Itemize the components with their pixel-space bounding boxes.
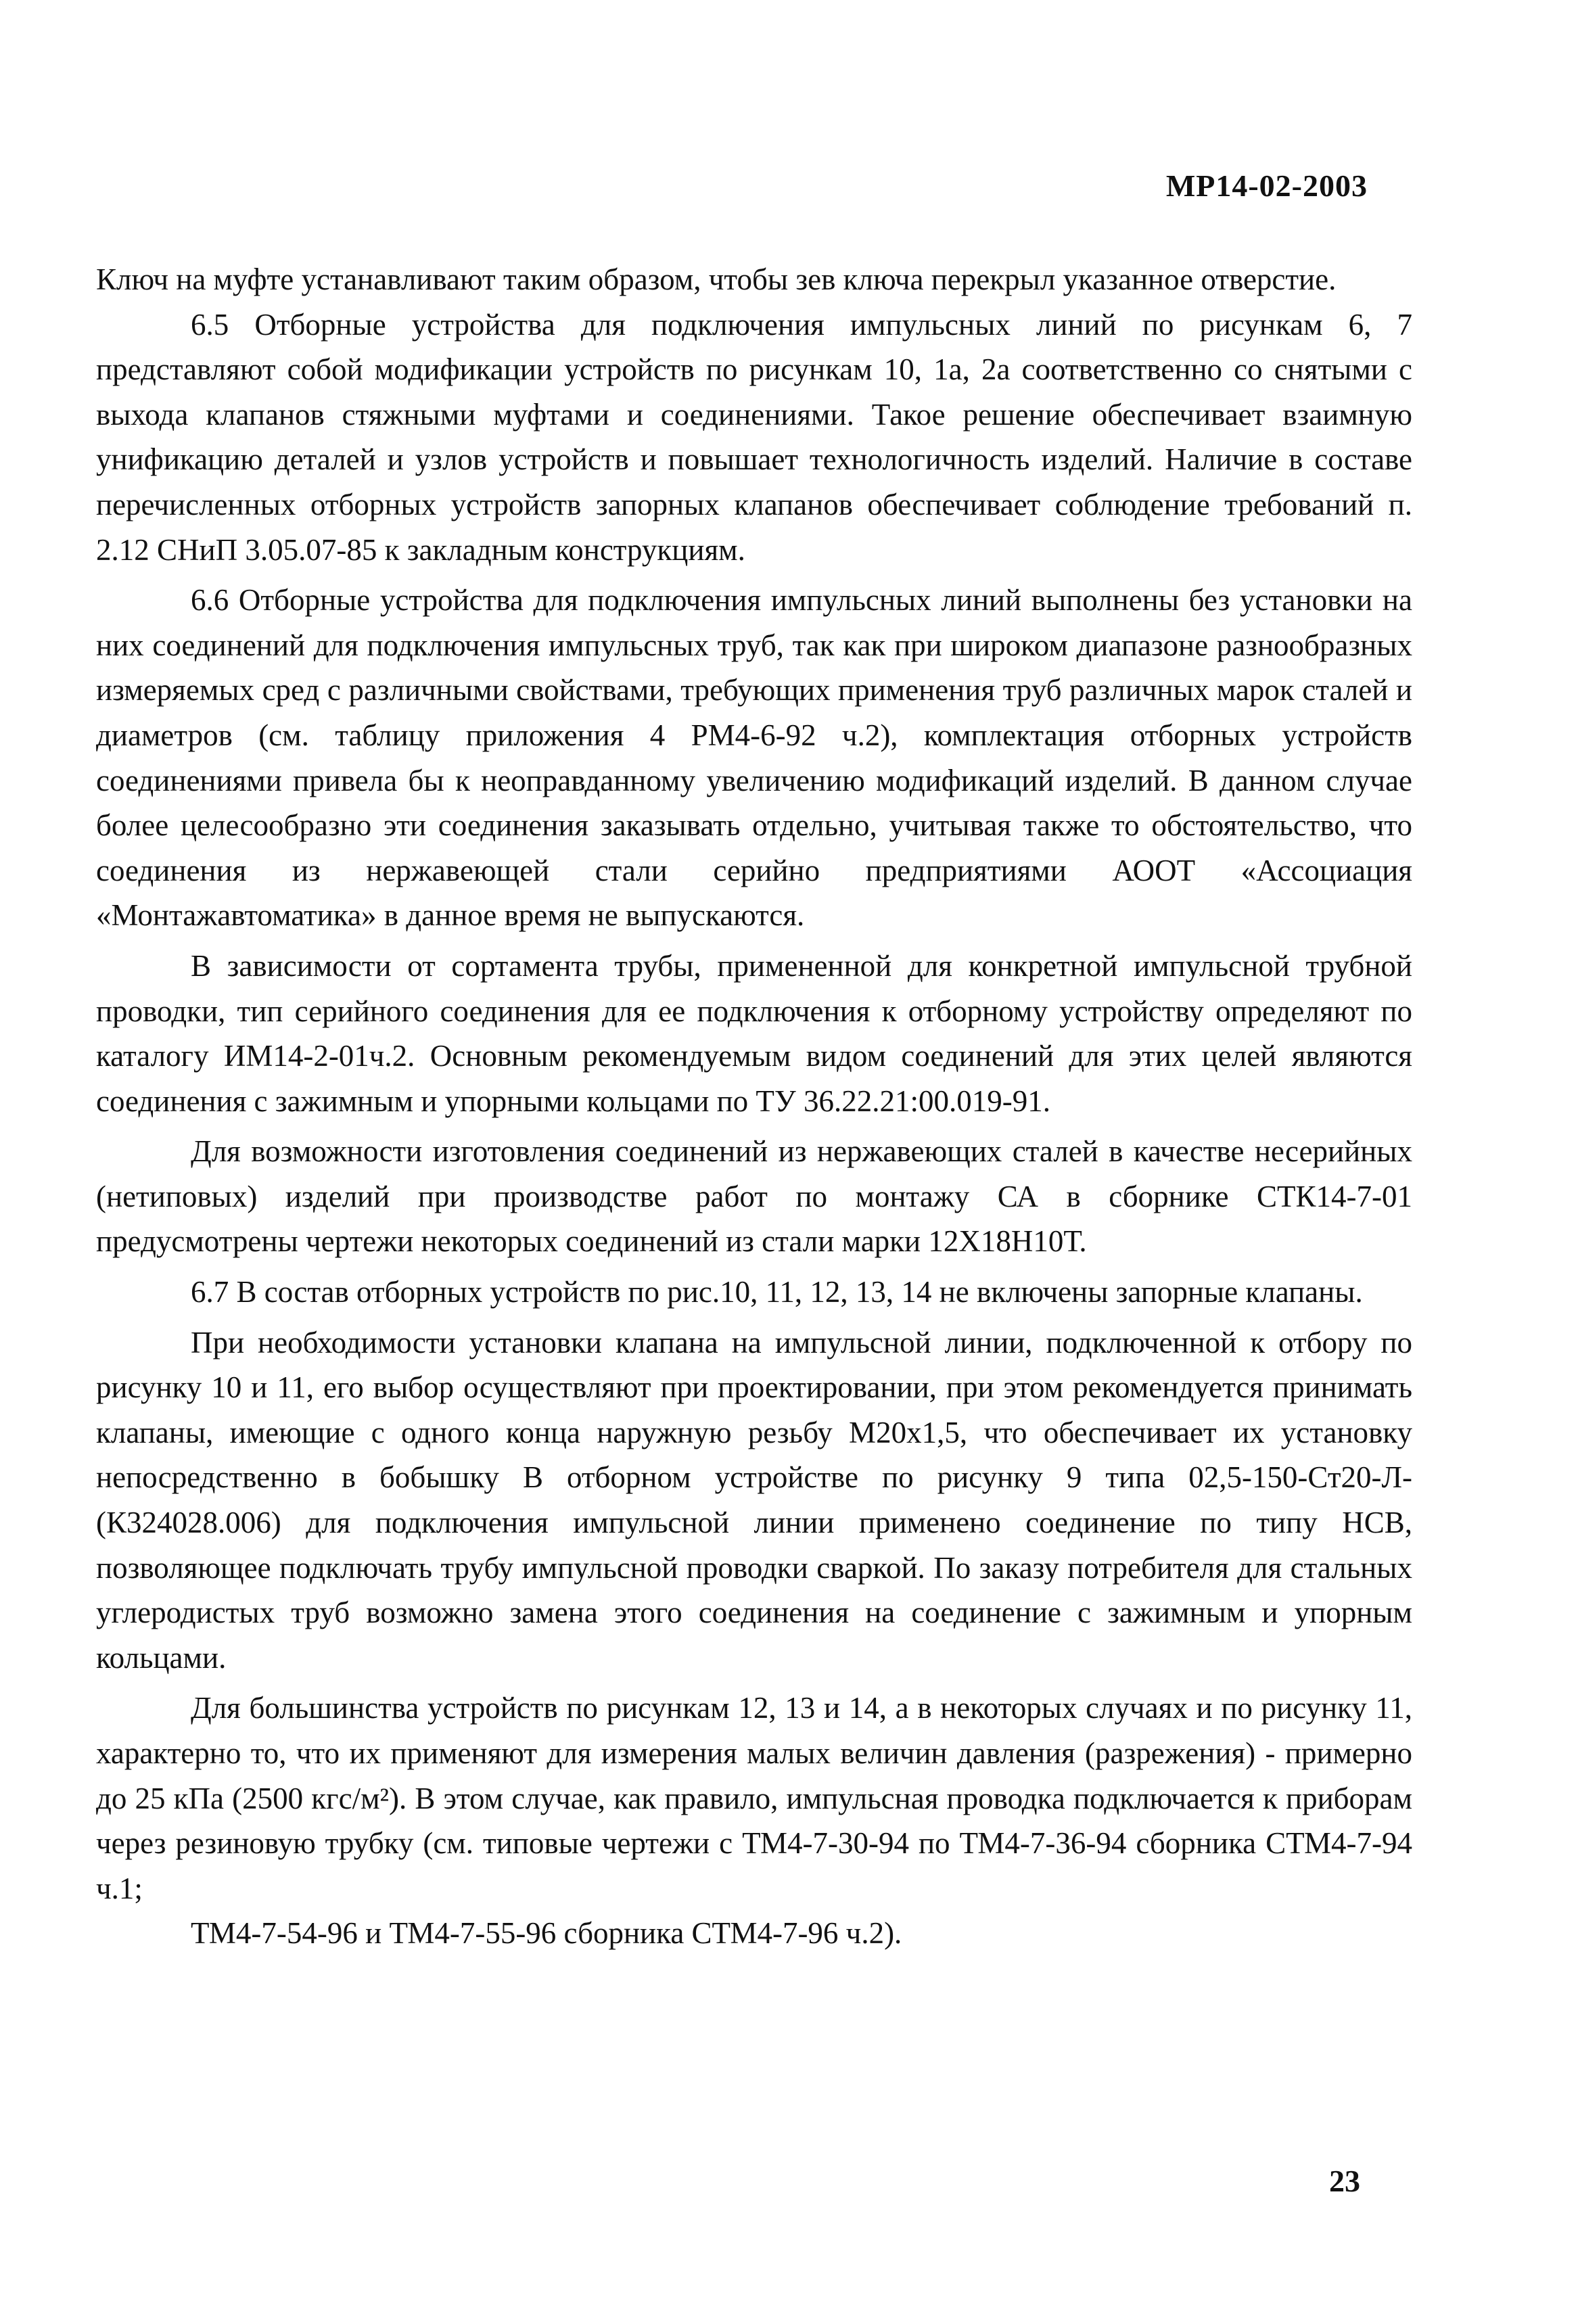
paragraph-low-pressure: Для большинства устройств по рисункам 12, 13 и 14, а в некоторых случаях и по рисунку 11, характерно то, что их применяют для измерения малых величин давления (разрежения) - примерно до 25 кПа (2500 кгс/м²). В этом случае, как правило, импульсная проводка подключается к приборам через резиновую трубку (см. типовые чертежи с ТМ4-7-30-94 по ТМ4-7-36-94 сборника СТМ4-7-94 ч.1;	[96, 1691, 1412, 1905]
paragraph-key-note: Ключ на муфте устанавливают таким образом, чтобы зев ключа перекрыл указанное отверстие.	[96, 262, 1337, 296]
paragraph-stainless-connections: Для возможности изготовления соединений из нержавеющих сталей в качестве несерийных (нетиповых) изделий при производстве работ по монтажу СА в сборнике СТК14-7-01 предусмотрены чертежи некоторых соединений из стали марки 12Х18Н10Т.	[96, 1134, 1412, 1259]
paragraph-connection-type: В зависимости от сортамента трубы, примененной для конкретной импульсной трубной проводки, тип серийного соединения для ее подключения к отборному устройству определяют по каталогу ИМ14-2-01ч.2. Основным рекомендуемым видом соединений для этих целей являются соединения с зажимным и упорными кольцами по ТУ 36.22.21:00.019-91.	[96, 948, 1412, 1118]
document-code: МР14-02-2003	[1165, 168, 1368, 203]
paragraph-6-6: 6.6 Отборные устройства для подключения импульсных линий выполнены без установки на них соединений для подключения импульсных труб, так как при широком диапазоне разнообразных измеряемых сред с различными свойствами, требующих применения труб различных марок сталей и диаметров (см. таблицу приложения 4 РМ4-6-92 ч.2), комплектация отборных устройств соединениями привела бы к неоправданному увеличению модификаций изделий. В данном случае более целесообразно эти соединения заказывать отдельно, учитывая также то обстоятельство, что соединения из нержавеющей стали серийно предприятиями АООТ «Ассоциация «Монтажавтоматика» в данное время не выпускаются.	[96, 583, 1412, 933]
body-text	[96, 257, 1412, 1956]
paragraph-6-5: 6.5 Отборные устройства для подключения импульсных линий по рисункам 6, 7 представляют собой модификации устройств по рисункам 10, 1а, 2а соответственно со снятыми с выхода клапанов стяжными муфтами и соединениями. Такое решение обеспечивает взаимную унификацию деталей и узлов устройств и повышает технологичность изделий. Наличие в составе перечисленных отборных устройств запорных клапанов обеспечивает соблюдение требований п. 2.12 СНиП 3.05.07-85 к закладным конструкциям.	[96, 307, 1412, 567]
paragraph-valve-installation: При необходимости установки клапана на импульсной линии, подключенной к отбору по рисунку 10 и 11, его выбор осуществляют при проектировании, при этом рекомендуется принимать клапаны, имеющие с одного конца наружную резьбу М20х1,5, что обеспечивает их установку непосредственно в бобышку В отборном устройстве по рисунку 9 типа 02,5-150-Ст20-Л-(К324028.006) для подключения импульсной линии применено соединение по типу НСВ, позволяющее подключать трубу импульсной проводки сваркой. По заказу потребителя для стальных углеродистых труб возможно замена этого соединения на соединение с зажимным и упорным кольцами.	[96, 1325, 1412, 1675]
page-number: 23	[1329, 2164, 1360, 2198]
paragraph-drawings-reference: ТМ4-7-54-96 и ТМ4-7-55-96 сборника СТМ4-7-96 ч.2).	[191, 1916, 902, 1951]
paragraph-6-7: 6.7 В состав отборных устройств по рис.10, 11, 12, 13, 14 не включены запорные клапаны.	[191, 1275, 1363, 1309]
